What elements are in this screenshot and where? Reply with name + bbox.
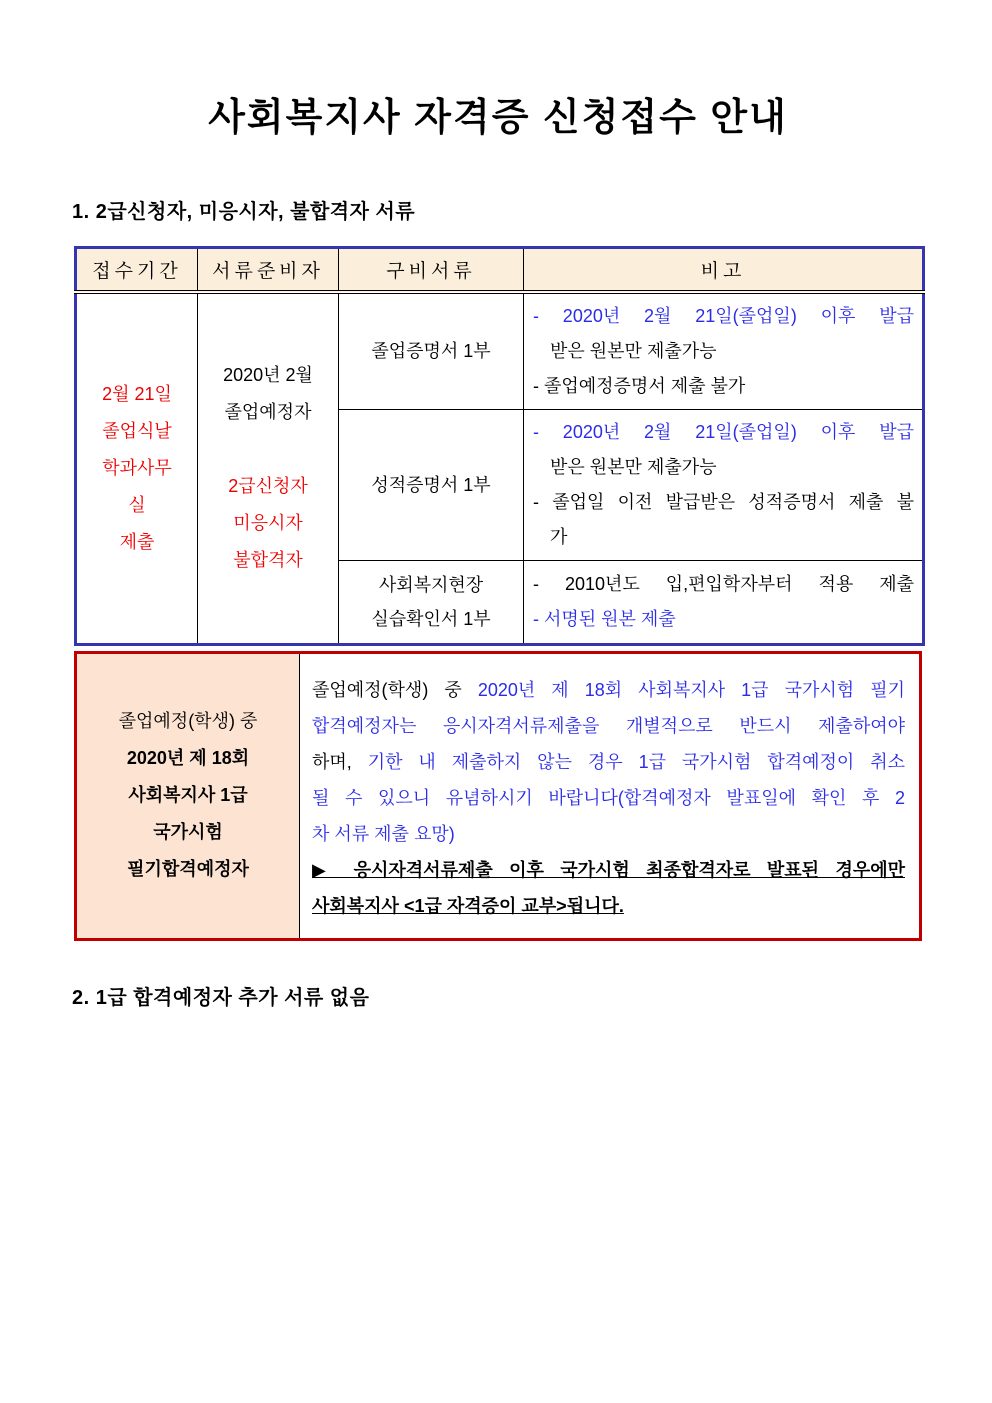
document-name: 성적증명서 1부 [371, 474, 491, 495]
period-line: 제출 [119, 531, 155, 552]
notice-text-blue: 2020년 제 18회 사회복지사 1급 국가시험 필기 [477, 679, 905, 700]
remark-line: - 2010년도 입,편입학자부터 적용 제출 [533, 573, 914, 594]
section-1-heading: 1. 2급신청자, 미응시자, 불합격자 서류 [72, 201, 416, 223]
highlight-line: 졸업예정(학생) 중 [118, 711, 258, 731]
notice-row [76, 652, 921, 939]
column-header-preparer: 서류준비자 [198, 248, 339, 292]
remark-line: - 서명된 원본 제출 [533, 608, 676, 629]
requirements-table [74, 246, 925, 646]
remarks-cell [524, 560, 924, 644]
page-title: 사회복지사 자격증 신청접수 안내 [208, 97, 788, 139]
remark-line: - 졸업예정증명서 제출 불가 [533, 375, 746, 396]
preparer-line-red: 2급신청자 [228, 476, 308, 496]
period-line: 실 [128, 494, 146, 515]
notice-table [74, 651, 922, 941]
highlight-line-bold: 국가시험 [153, 822, 223, 842]
preparer-line-red: 불합격자 [233, 550, 303, 570]
preparer-line: 졸업예정자 [224, 402, 312, 422]
notice-text-blue: 기한 내 제출하지 않는 경우 1급 국가시험 합격예정이 취소 [367, 751, 905, 772]
column-header-documents: 구비서류 [339, 248, 524, 292]
remark-line: - 2020년 2월 21일(졸업일) 이후 발급 [533, 421, 914, 442]
notice-text-black: 졸업예정(학생) 중 [312, 679, 478, 700]
period-line: 2월 21일 [102, 383, 172, 404]
document-name-cell [339, 292, 524, 410]
remark-line: - 졸업일 이전 발급받은 성적증명서 제출 불 [533, 491, 914, 512]
remarks-cell [524, 409, 924, 560]
remark-line: - 2020년 2월 21일(졸업일) 이후 발급 [533, 305, 914, 326]
notice-line: 합격예정자는 응시자격서류제출을 개별적으로 반드시 제출하여야 [312, 715, 905, 736]
notice-line-emphasis: ▶ 응시자격서류제출 이후 국가시험 최종합격자로 발표된 경우에만 [312, 859, 905, 880]
notice-body-cell [300, 652, 921, 939]
column-header-period: 접수기간 [76, 248, 198, 292]
notice-line-emphasis: 사회복지사 <1급 자격증이 교부>됩니다. [312, 895, 624, 916]
period-line: 학과사무 [102, 457, 172, 478]
table-row [76, 292, 924, 410]
preparer-line: 2020년 2월 [223, 365, 313, 385]
column-header-remarks: 비고 [524, 248, 924, 292]
notice-line: 될 수 있으니 유념하시기 바랍니다(합격예정자 발표일에 확인 후 2 [312, 787, 905, 808]
highlight-line-bold: 사회복지사 1급 [128, 785, 248, 805]
document-name-cell [339, 560, 524, 644]
remarks-cell [524, 292, 924, 410]
remark-line: 받은 원본만 제출가능 [550, 456, 717, 477]
highlight-line-bold: 필기합격예정자 [127, 859, 249, 879]
notice-highlight-cell [76, 652, 300, 939]
spacer [199, 431, 337, 468]
highlight-line-bold: 2020년 제 18회 [126, 748, 250, 768]
remark-line: 가 [550, 526, 568, 547]
submission-period-cell [76, 292, 198, 645]
document-name-cell [339, 409, 524, 560]
document-name: 졸업증명서 1부 [371, 341, 491, 361]
notice-text-black: 하며, [312, 751, 368, 772]
notice-line [312, 672, 905, 708]
document-name: 실습확인서 1부 [371, 608, 491, 629]
period-line: 졸업식날 [102, 420, 172, 441]
preparer-line-red: 미응시자 [233, 513, 303, 533]
preparer-cell [198, 292, 339, 645]
section-2-heading: 2. 1급 합격예정자 추가 서류 없음 [72, 986, 370, 1009]
notice-line: 차 서류 제출 요망) [312, 823, 455, 844]
requirements-table-header-row [76, 248, 924, 292]
remark-line: 받은 원본만 제출가능 [550, 340, 717, 361]
notice-line [312, 744, 905, 780]
document-name: 사회복지현장 [378, 574, 484, 595]
